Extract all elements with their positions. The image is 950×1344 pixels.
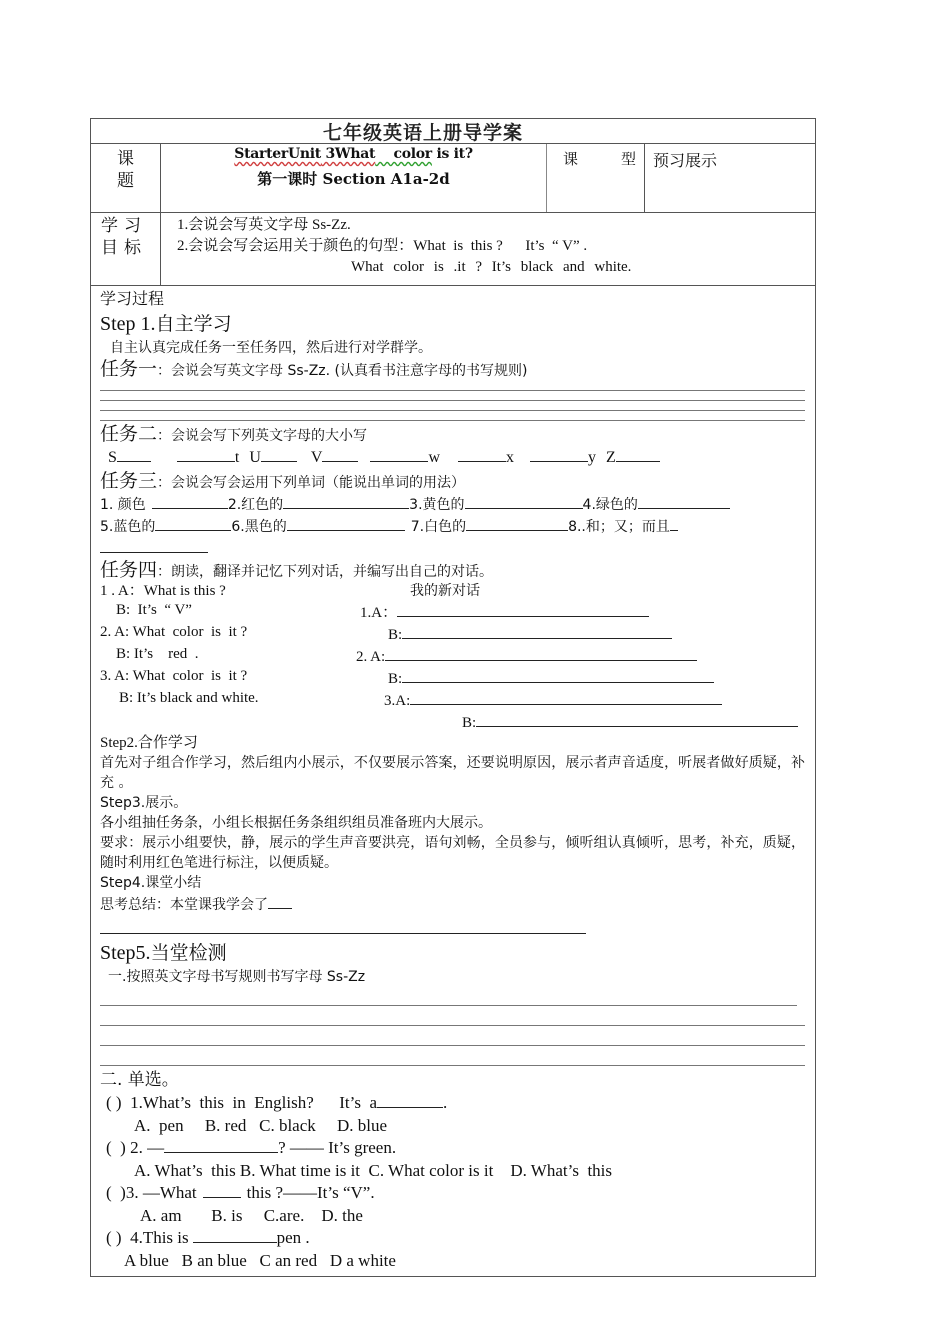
word-label: 3.黄色的	[409, 497, 465, 513]
summary-line-wrap	[100, 915, 805, 937]
letter-text: V	[310, 449, 323, 466]
summary-blank[interactable]	[268, 893, 292, 909]
word-blank[interactable]	[100, 537, 208, 553]
process-heading: 学习过程	[100, 289, 165, 308]
word-blank[interactable]	[670, 515, 678, 531]
writing-line[interactable]	[100, 1045, 805, 1046]
letter-blank[interactable]	[458, 446, 506, 462]
topic-title-line1	[161, 146, 546, 162]
goal-item: 2.会说会写会运用关于颜色的句型：What is this ? It’s “ V” .	[177, 238, 588, 254]
step2-title: Step2.合作学习	[100, 735, 198, 751]
question-4	[100, 1227, 805, 1250]
word-blank[interactable]	[287, 515, 405, 531]
step3-title: Step3.展示。	[100, 795, 188, 811]
task3-heading: 任务三	[100, 470, 158, 492]
word-label: 1. 颜色	[100, 497, 146, 513]
topic-title-cell	[161, 144, 547, 212]
word-blank[interactable]	[152, 493, 228, 509]
new-dialog-label: B:	[388, 627, 403, 643]
goals-label-2: 目标	[101, 238, 147, 258]
step5-title: 当堂检测	[150, 942, 227, 964]
topic-row	[91, 144, 815, 213]
dialog-section	[100, 582, 805, 733]
letter-item	[458, 446, 514, 468]
letter-blanks	[100, 446, 805, 468]
writing-line[interactable]	[100, 1005, 797, 1006]
question-stem: ( ) 1.What’s this in English? It’s a	[106, 1093, 378, 1112]
question-3-options: A. am B. is C.are. D. the	[140, 1205, 363, 1225]
summary-line[interactable]	[100, 915, 586, 934]
letter-text: Z	[606, 449, 616, 466]
word-blank[interactable]	[465, 493, 583, 509]
task1	[100, 360, 805, 381]
question-3	[100, 1182, 805, 1205]
goals-content	[161, 213, 815, 285]
letter-blank[interactable]	[117, 446, 151, 462]
new-dialog-label: 2. A:	[356, 649, 386, 665]
task4-description: ：朗读，翻译并记忆下列对话，并编写出自己的对话。	[157, 564, 494, 580]
new-dialog-blank[interactable]	[402, 667, 714, 683]
topic-label	[91, 144, 161, 212]
answer-blank[interactable]	[377, 1092, 443, 1108]
letter-item	[249, 446, 297, 468]
writing-line[interactable]	[100, 1065, 805, 1066]
dialog-line: B: It’s red .	[116, 646, 199, 662]
dialog-line: 1 . A：What is this ?	[100, 583, 226, 599]
word-label: 6.黑色的	[231, 519, 287, 535]
new-dialog-blank[interactable]	[402, 623, 672, 639]
lesson-type-label-2: 型	[620, 150, 636, 168]
topic-title-part4: is it?	[431, 146, 473, 162]
letter-blank[interactable]	[261, 446, 297, 462]
step4-prompt: 思考总结：本堂课我学会了	[100, 897, 268, 913]
letter-blank[interactable]	[616, 446, 660, 462]
step2-text: 首先对子组合作学习，然后组内小展示，不仅要展示答案，还要说明原因，展示者声音适度，听展者做好质疑，补充 。	[100, 755, 805, 791]
answer-blank[interactable]	[164, 1137, 278, 1153]
topic-title-part3: color	[375, 146, 432, 162]
step3-text2: 要求：展示小组要快，静，展示的学生声音要洪亮，语句刘畅，全员参与，倾听组认真倾听，思考，补充，质疑，随时利用红色笔进行标注，以便质疑。	[100, 835, 805, 871]
goals-label-1: 学习	[101, 216, 147, 236]
process-content	[91, 286, 815, 1276]
new-dialog-label: 1.A：	[360, 605, 398, 621]
question-1	[100, 1092, 805, 1115]
question-tail: ? —— It’s green.	[278, 1138, 397, 1157]
step5-heading	[100, 939, 805, 967]
writing-line[interactable]	[100, 410, 805, 411]
task4	[100, 561, 805, 582]
lesson-type-label-1: 课	[563, 150, 579, 168]
word-blank[interactable]	[155, 515, 231, 531]
word-blanks-row1	[100, 493, 805, 515]
dialog-line: B: It’s “ V”	[116, 602, 192, 618]
goal-item: What color is .it ? It’s black and white.	[351, 259, 632, 275]
question-tail: pen .	[276, 1228, 310, 1247]
topic-label-text: 课题	[117, 149, 134, 191]
task2-description: ：会说会写下列英文字母的大小写	[157, 428, 368, 444]
letter-item	[370, 446, 440, 468]
goal-item: 1.会说会写英文字母 Ss-Zz.	[177, 217, 351, 233]
word-label: 7.白色的	[410, 519, 467, 535]
step1-prefix: Step 1.	[100, 313, 156, 335]
dialog-line: B: It’s black and white.	[119, 690, 259, 706]
letter-text: x	[506, 449, 515, 466]
writing-line[interactable]	[100, 1025, 805, 1026]
new-dialog-label: B:	[388, 671, 403, 687]
letter-text: U	[249, 449, 261, 466]
document-title: 七年级英语上册导学案	[322, 121, 523, 144]
letter-item	[177, 446, 239, 468]
topic-title-part1: StarterUnit	[234, 146, 321, 162]
question-stem: ( )3. —What	[106, 1183, 197, 1202]
question-4-options: A blue B an blue C an red D a white	[124, 1250, 396, 1270]
dialog-line: 3. A: What color is it ?	[100, 668, 248, 684]
word-blank[interactable]	[638, 493, 730, 509]
question-2	[100, 1137, 805, 1160]
letter-item	[108, 446, 151, 468]
answer-blank[interactable]	[203, 1182, 241, 1198]
word-label: 8..和；又；而且	[568, 519, 670, 535]
new-dialog-label: B:	[462, 715, 477, 731]
step1-title: 自主学习	[155, 313, 232, 335]
task4-heading: 任务四	[100, 559, 158, 581]
my-dialog-heading: 我的新对话	[410, 583, 480, 599]
question-tail: this ?——It’s “V”.	[246, 1183, 375, 1202]
lesson-type-label	[547, 144, 645, 212]
step5-part2: 二. 单选。	[100, 1070, 179, 1090]
letter-blank[interactable]	[322, 446, 358, 462]
word-label: 2.红色的	[227, 497, 284, 513]
letter-text: y	[588, 449, 597, 466]
word-blanks-row2	[100, 515, 805, 537]
letter-blank[interactable]	[370, 446, 428, 462]
step3-text1: 各小组抽任务条，小组长根据任务条组织组员准备班内大展示。	[100, 815, 492, 831]
question-stem: ( ) 4.This is	[106, 1228, 189, 1247]
letter-blank[interactable]	[530, 446, 588, 462]
new-dialog-blank[interactable]	[385, 645, 697, 661]
answer-blank[interactable]	[193, 1227, 277, 1243]
letter-item	[606, 446, 660, 468]
letter-text: w	[428, 449, 441, 466]
letter-item	[530, 446, 596, 468]
new-dialog-blank[interactable]	[476, 711, 798, 727]
step5-prefix: Step5.	[100, 942, 151, 964]
goals-label	[91, 213, 161, 285]
task3-description: ：会说会写会运用下列单词（能说出单词的用法）	[157, 475, 466, 491]
writing-line[interactable]	[100, 400, 805, 401]
step1-heading	[100, 310, 805, 338]
step4-text	[100, 893, 805, 915]
letter-blank[interactable]	[177, 446, 235, 462]
task2	[100, 425, 805, 446]
step4-title: Step4.课堂小结	[100, 875, 202, 891]
letter-text: S	[108, 449, 117, 466]
new-dialog-label: 3.A:	[384, 693, 411, 709]
writing-line[interactable]	[100, 420, 805, 421]
word-blank[interactable]	[283, 493, 409, 509]
goals-row	[91, 213, 815, 286]
dialog-line: 2. A: What color is it ?	[100, 624, 248, 640]
new-dialog-blank[interactable]	[397, 601, 649, 617]
step1-description: 自主认真完成任务一至任务四，然后进行对学群学。	[110, 340, 432, 356]
writing-line[interactable]	[100, 390, 805, 391]
letter-text: t	[234, 449, 240, 466]
topic-title-part2: 3What	[320, 146, 376, 162]
task2-heading: 任务二	[100, 423, 158, 445]
question-tail: .	[443, 1093, 448, 1112]
word-label: 4.绿色的	[582, 497, 638, 513]
worksheet-table	[90, 118, 816, 1277]
question-2-options: A. What’s this B. What time is it C. What color is it D. What’s this	[134, 1160, 613, 1180]
step5-part1: 一.按照英文字母书写规则书写字母 Ss-Zz	[108, 969, 366, 985]
task3	[100, 472, 805, 493]
word-blank-continuation	[100, 537, 805, 557]
word-blank[interactable]	[466, 515, 568, 531]
task1-description: ：会说会写英文字母 Ss-Zz. (认真看书注意字母的书写规则)	[157, 363, 528, 379]
word-label: 5.蓝色的	[100, 519, 156, 535]
question-1-options: A. pen B. red C. black D. blue	[134, 1115, 388, 1135]
new-dialog-blank[interactable]	[410, 689, 722, 705]
topic-title-line2: 第一课时 Section A1a-2d	[257, 170, 450, 188]
process-row	[91, 286, 815, 1276]
task1-heading: 任务一	[100, 358, 158, 380]
lesson-type-value: 预习展示	[653, 151, 718, 170]
letter-item	[311, 446, 359, 468]
question-stem: ( ) 2. —	[106, 1138, 165, 1157]
title-row	[91, 119, 815, 144]
